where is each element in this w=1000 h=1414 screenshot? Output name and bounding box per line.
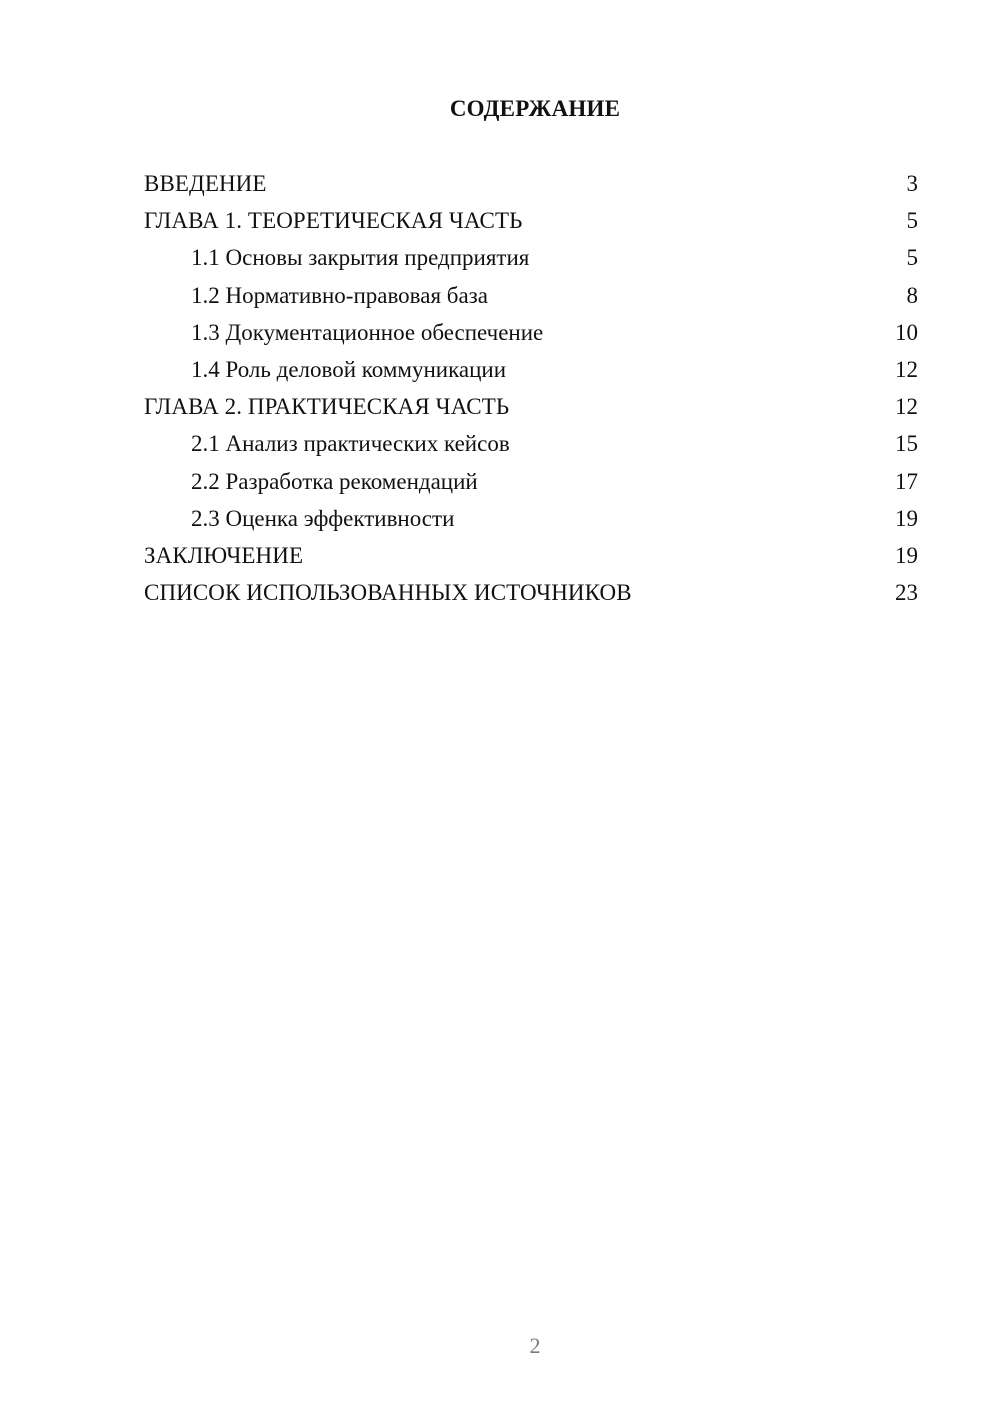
toc-entry-page: 23 [895, 580, 918, 606]
toc-entry-section-1-3[interactable] [144, 314, 918, 351]
toc-entry-section-2-3[interactable] [144, 500, 918, 537]
toc-entry-chapter-1[interactable] [144, 202, 918, 239]
toc-entry-section-2-1[interactable] [144, 425, 918, 462]
toc-entry-page: 12 [895, 394, 918, 420]
toc-entry-section-1-2[interactable] [144, 277, 918, 314]
toc-entry-label: 1.2 Нормативно-правовая база [191, 282, 488, 308]
toc-entry-section-1-1[interactable] [144, 239, 918, 276]
toc-entry-page: 10 [895, 319, 918, 345]
toc-entry-label: ЗАКЛЮЧЕНИЕ [144, 542, 304, 568]
toc-entry-label: ГЛАВА 1. ТЕОРЕТИЧЕСКАЯ ЧАСТЬ [144, 208, 523, 234]
toc-entry-page: 8 [906, 282, 918, 308]
toc-entry-page: 12 [895, 356, 918, 382]
toc-entry-conclusion[interactable] [144, 537, 918, 574]
toc-entry-label: СПИСОК ИСПОЛЬЗОВАННЫХ ИСТОЧНИКОВ [144, 580, 632, 606]
toc-entry-page: 5 [906, 245, 918, 271]
toc-entry-label: 2.1 Анализ практических кейсов [191, 431, 510, 457]
toc-entry-page: 5 [906, 208, 918, 234]
toc-entry-label: 2.2 Разработка рекомендаций [191, 468, 478, 494]
toc-entry-page: 15 [895, 431, 918, 457]
page-number: 2 [529, 1333, 541, 1358]
toc-entry-introduction[interactable] [144, 165, 918, 202]
toc-entry-page: 3 [906, 171, 918, 196]
toc-entry-label: 2.3 Оценка эффективности [191, 505, 455, 531]
toc-entry-label: ГЛАВА 2. ПРАКТИЧЕСКАЯ ЧАСТЬ [144, 394, 510, 420]
table-of-contents [144, 165, 918, 611]
toc-entry-label: 1.4 Роль деловой коммуникации [191, 356, 507, 382]
toc-entry-page: 19 [895, 542, 918, 568]
toc-entry-page: 19 [895, 505, 918, 531]
toc-entry-chapter-2[interactable] [144, 388, 918, 425]
toc-entry-label: 1.1 Основы закрытия предприятия [191, 245, 530, 271]
toc-entry-section-1-4[interactable] [144, 351, 918, 388]
toc-entry-label: 1.3 Документационное обеспечение [191, 319, 544, 345]
toc-entry-label: ВВЕДЕНИЕ [144, 171, 267, 196]
page-title: СОДЕРЖАНИЕ [449, 96, 621, 121]
toc-entry-page: 17 [895, 468, 918, 494]
toc-entry-references[interactable] [144, 574, 918, 611]
toc-entry-section-2-2[interactable] [144, 463, 918, 500]
